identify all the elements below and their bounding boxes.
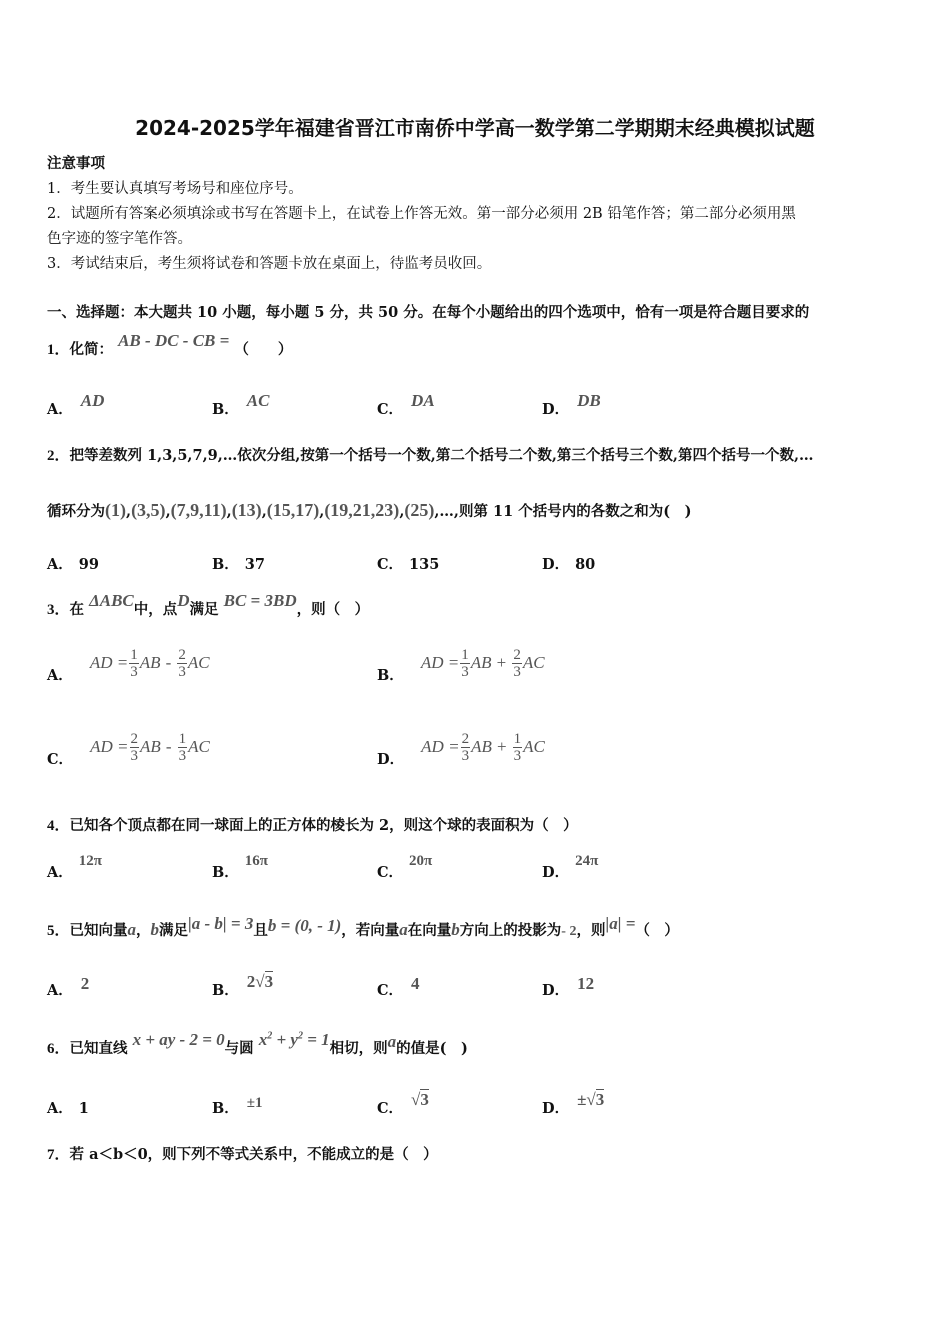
option-c: C． AD = $\frac{2}{3}$ AB - $\frac{1}{3}$ AC [47, 731, 210, 768]
group: (13) [231, 500, 262, 520]
option-b: B．16π [212, 853, 268, 881]
option-a: A． 2 [47, 974, 90, 999]
question-1 [47, 331, 293, 359]
group: (1) [105, 500, 126, 520]
question-4: 4．已知各个顶点都在同一球面上的正方体的棱长为 2，则这个球的表面积为（ ） [47, 817, 578, 834]
option-b: B． ±1 [212, 1095, 263, 1117]
group: (15,17) [266, 500, 320, 520]
option-c: C． √3 [377, 1090, 429, 1117]
group: (25) [404, 500, 435, 520]
option-a: A． AD = $\frac{1}{3}$ AB - $\frac{2}{3}$ AC [47, 647, 210, 684]
option-a: A． 1 [47, 1100, 89, 1117]
question-7: 7．若 a＜b＜0，则下列不等式关系中，不能成立的是（ ） [47, 1146, 438, 1163]
option-b: B． AD = $\frac{1}{3}$ AB + $\frac{2}{3}$ AC [377, 647, 545, 684]
notice-item: 3．考试结束后，考生须将试卷和答题卡放在桌面上，待监考员收回。 [47, 256, 492, 272]
question-2-line2: 循环分为(1),(3,5),(7,9,11),(13),(15,17),(19,21,23),(25),…,则第 11 个括号内的各数之和为( ) [47, 500, 692, 520]
notice-heading: 注意事项 [47, 155, 105, 172]
option-a: A．12π [47, 853, 102, 881]
option-a: A． AD [47, 391, 105, 418]
option-b: B． 2√3 [212, 972, 274, 999]
option-d: D． ±√3 [542, 1090, 605, 1117]
answer-blank: （ ） [234, 341, 293, 358]
question-5: 5．已知向量a，b满足|a - b| = 3且b = (0, - 1)，若向量a在向量b方向上的投影为- 2，则|a| =（ ） [47, 914, 679, 939]
group: (3,5) [131, 500, 166, 520]
question-2: 2．把等差数列 1,3,5,7,9,…依次分组,按第一个括号一个数,第二个括号二个数,第三个括号三个数,第四个括号一个数,… [47, 447, 814, 464]
option-b: B． 37 [212, 556, 265, 573]
question-6: 6．已知直线 x + ay - 2 = 0与圆 $x^2 + y^2 = 1$相切，则a的值是( ) [47, 1030, 468, 1057]
option-b: B． AC [212, 391, 270, 418]
option-c: C． 135 [377, 556, 440, 573]
notice-item: 2．试题所有答案必须填涂或书写在答题卡上，在试卷上作答无效。第一部分必须用 2B 铅笔作答；第二部分必须用黑 [47, 206, 796, 222]
option-d: D． 80 [542, 556, 596, 573]
option-c: C． DA [377, 391, 435, 418]
math-expression: AB - DC - CB = [118, 331, 230, 350]
option-d: D． DB [542, 391, 601, 418]
option-c: C．20π [377, 853, 433, 881]
question-number: 1． [47, 342, 70, 358]
notice-item: 色字迹的签字笔作答。 [47, 231, 192, 247]
section-heading: 一、选择题：本大题共 10 小题，每小题 5 分，共 50 分。在每个小题给出的四个选项中，恰有一项是符合题目要求的 [47, 304, 810, 321]
group: (19,21,23) [324, 500, 400, 520]
option-c: C． 4 [377, 974, 420, 999]
question-3: 3．在 ΔABC中，点D满足 BC = 3BD，则（ ） [47, 591, 370, 618]
notice-item: 1．考生要认真填写考场号和座位序号。 [47, 181, 303, 197]
option-a: A． 99 [47, 556, 99, 573]
option-d: D．24π [542, 853, 599, 881]
option-d: D． AD = $\frac{2}{3}$ AB + $\frac{1}{3}$ AC [377, 731, 545, 768]
page-title: 2024-2025学年福建省晋江市南侨中学高一数学第二学期期末经典模拟试题 [135, 116, 815, 140]
group: (7,9,11) [170, 500, 227, 520]
option-d: D． 12 [542, 974, 595, 999]
question-stem: 化简： [69, 341, 114, 358]
